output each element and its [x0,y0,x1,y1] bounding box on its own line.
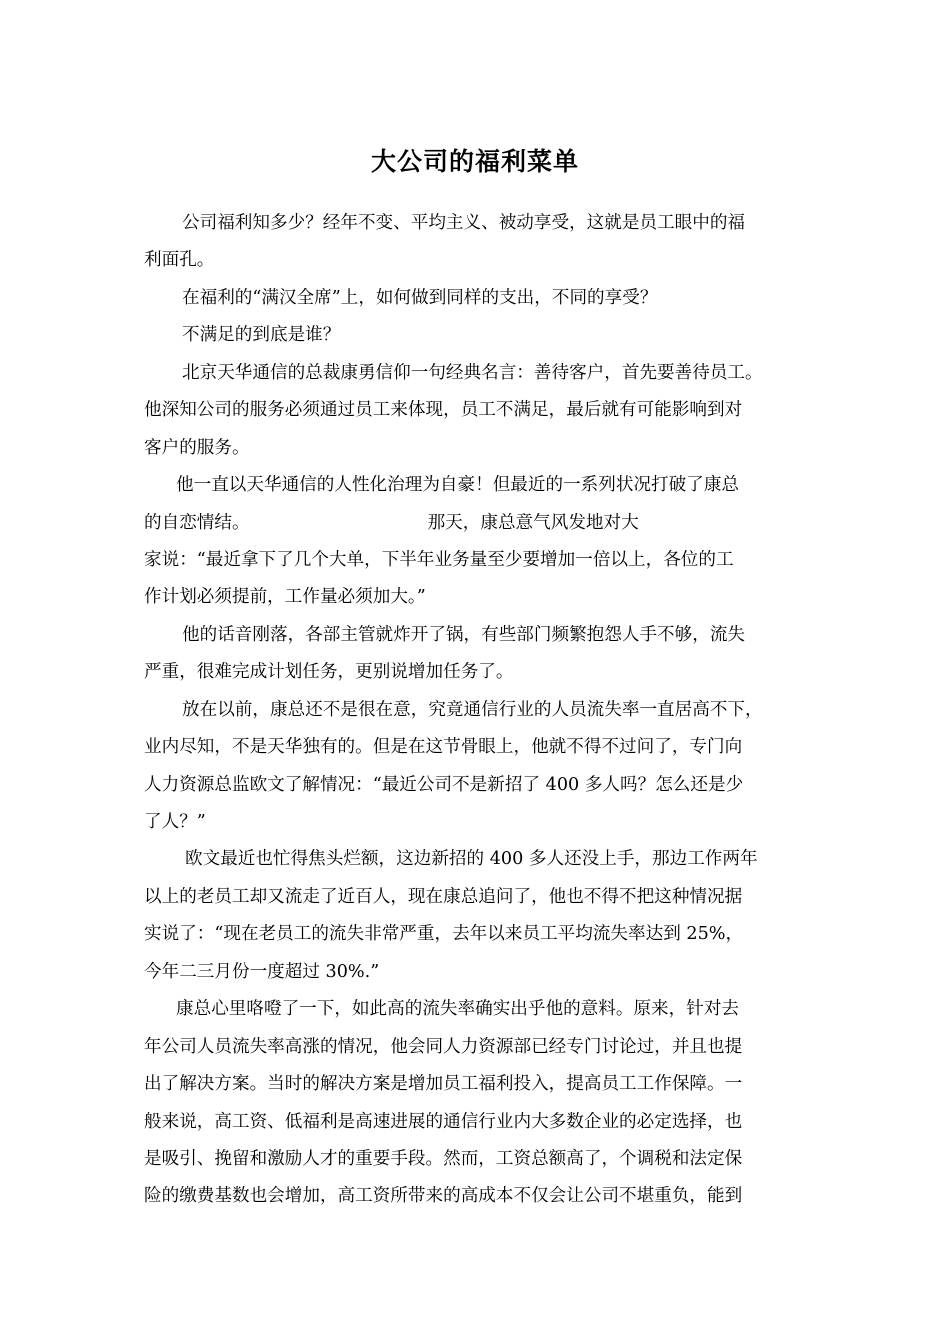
text-line: 险的缴费基数也会增加，高工资所带来的高成本不仅会让公司不堪重负，能到 [144,1186,743,1207]
text-line: 他一直以天华通信的人性化治理为自豪！但最近的一系列状况打破了康总 [176,475,740,496]
text-line: 家说：“最近拿下了几个大单，下半年业务量至少要增加一倍以上，各位的工 [144,549,734,570]
text-line: 是吸引、挽留和激励人才的重要手段。然而，工资总额高了，个调税和法定保 [144,1148,743,1169]
document-body [144,205,812,1216]
text-line: 出了解决方案。当时的解决方案是增加员工福利投入，提高员工工作保障。一 [144,1074,743,1095]
text-line: 公司福利知多少？经年不变、平均主义、被动享受，这就是员工眼中的福 [182,213,746,233]
text-line: 般来说，高工资、低福利是高速进展的通信行业内大多数企业的必定选择，也 [144,1111,743,1132]
text-line: 放在以前，康总还不是很在意，究竟通信行业的人员流失率一直居高不下， [182,699,763,720]
text-line: 年公司人员流失率高涨的情况，他会同人力资源部已经专门讨论过，并且也提 [144,1036,743,1057]
text-line: 了人？” [144,812,206,832]
text-line: 利面孔。 [144,250,215,271]
text-fragment: 的自恋情结。 [144,512,250,533]
text-fragment: 那天，康总意气风发地对大 [427,512,639,533]
text-line: 欧文最近也忙得焦头烂额，这边新招的 400 多人还没上手，那边工作两年 [185,849,758,870]
text-line: 不满足的到底是谁？ [182,325,341,346]
text-line: 业内尽知，不是天华独有的。但是在这节骨眼上，他就不得不过问了，专门向 [144,737,743,758]
document-title: 大公司的福利菜单 [370,147,579,176]
text-line: 北京天华通信的总裁康勇信仰一句经典名言：善待客户，首先要善待员工。 [182,362,763,383]
text-line: 客户的服务。 [144,437,250,458]
text-line: 在福利的“满汉全席”上，如何做到同样的支出，不同的享受？ [182,287,658,308]
text-line: 人力资源总监欧文了解情况：“最近公司不是新招了 400 多人吗？怎么还是少 [144,774,744,795]
text-line: 以上的老员工却又流走了近百人，现在康总追问了，他也不得不把这种情况据 [144,886,743,907]
text-line: 今年二三月份一度超过 30%.” [144,961,380,982]
text-line: 实说了：“现在老员工的流失非常严重，去年以来员工平均流失率达到 25%， [144,924,744,945]
text-line: 作计划必须提前，工作量必须加大。” [144,587,426,608]
text-line: 他深知公司的服务必须通过员工来体现，员工不满足，最后就有可能影响到对 [144,400,743,421]
text-line: 严重，很难完成计划任务，更别说增加任务了。 [144,662,514,683]
text-line: 他的话音刚落，各部主管就炸开了锅，有些部门频繁抱怨人手不够，流失 [182,624,746,645]
text-line-split [144,505,812,542]
text-line: 康总心里咯噔了一下，如此高的流失率确实出乎他的意料。原来，针对去 [176,999,740,1020]
